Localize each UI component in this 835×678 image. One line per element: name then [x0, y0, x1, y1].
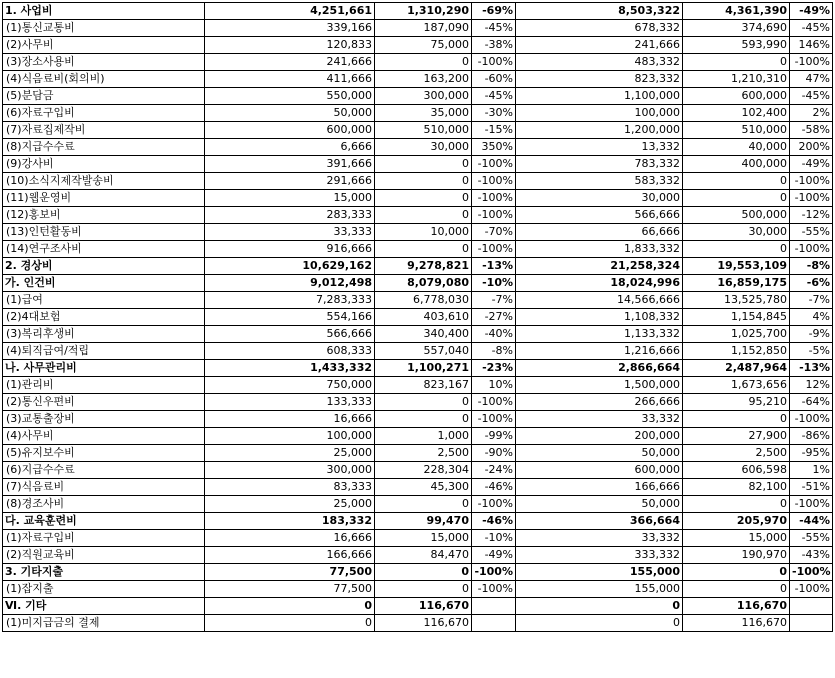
rate-cell: -27%	[472, 309, 516, 326]
rate-cell: -100%	[472, 156, 516, 173]
annual-actual-cell: 190,970	[683, 547, 790, 564]
table-row	[3, 547, 833, 564]
annual-rate-cell: -45%	[790, 20, 833, 37]
rate-cell: -30%	[472, 105, 516, 122]
table-row	[3, 207, 833, 224]
table-row	[3, 54, 833, 71]
annual-budget-cell: 8,503,322	[516, 3, 683, 20]
table-row	[3, 105, 833, 122]
annual-actual-cell: 116,670	[683, 598, 790, 615]
prev-budget-cell: 7,283,333	[205, 292, 375, 309]
annual-actual-cell: 374,690	[683, 20, 790, 37]
actual-cell: 510,000	[375, 122, 472, 139]
rate-cell: -45%	[472, 20, 516, 37]
actual-cell: 8,079,080	[375, 275, 472, 292]
annual-actual-cell: 19,553,109	[683, 258, 790, 275]
rate-cell: -100%	[472, 564, 516, 581]
annual-rate-cell: -100%	[790, 581, 833, 598]
actual-cell: 0	[375, 394, 472, 411]
actual-cell: 75,000	[375, 37, 472, 54]
prev-budget-cell: 283,333	[205, 207, 375, 224]
annual-actual-cell: 95,210	[683, 394, 790, 411]
annual-actual-cell: 593,990	[683, 37, 790, 54]
rate-cell: -69%	[472, 3, 516, 20]
annual-budget-cell: 21,258,324	[516, 258, 683, 275]
annual-budget-cell: 1,500,000	[516, 377, 683, 394]
annual-budget-cell: 50,000	[516, 496, 683, 513]
row-label: (4)식음료비(회의비)	[3, 71, 205, 88]
row-label: (2)4대보험	[3, 309, 205, 326]
actual-cell: 0	[375, 54, 472, 71]
annual-rate-cell: -12%	[790, 207, 833, 224]
annual-actual-cell: 15,000	[683, 530, 790, 547]
actual-cell: 10,000	[375, 224, 472, 241]
rate-cell: -100%	[472, 190, 516, 207]
annual-budget-cell: 483,332	[516, 54, 683, 71]
annual-rate-cell: -100%	[790, 190, 833, 207]
prev-budget-cell: 16,666	[205, 411, 375, 428]
annual-budget-cell: 1,108,332	[516, 309, 683, 326]
annual-budget-cell: 13,332	[516, 139, 683, 156]
annual-actual-cell: 0	[683, 190, 790, 207]
annual-rate-cell: 200%	[790, 139, 833, 156]
rate-cell: -60%	[472, 71, 516, 88]
annual-actual-cell: 2,500	[683, 445, 790, 462]
annual-budget-cell: 600,000	[516, 462, 683, 479]
table-row	[3, 615, 833, 632]
annual-rate-cell: -8%	[790, 258, 833, 275]
annual-rate-cell: -51%	[790, 479, 833, 496]
actual-cell: 0	[375, 581, 472, 598]
table-row-category	[3, 513, 833, 530]
annual-actual-cell: 510,000	[683, 122, 790, 139]
row-label: (3)교통출장비	[3, 411, 205, 428]
rate-cell: -100%	[472, 496, 516, 513]
annual-actual-cell: 0	[683, 173, 790, 190]
annual-actual-cell: 1,673,656	[683, 377, 790, 394]
annual-rate-cell: -7%	[790, 292, 833, 309]
annual-budget-cell: 266,666	[516, 394, 683, 411]
annual-budget-cell: 200,000	[516, 428, 683, 445]
prev-budget-cell: 241,666	[205, 54, 375, 71]
annual-actual-cell: 102,400	[683, 105, 790, 122]
row-label: (5)분담금	[3, 88, 205, 105]
rate-cell: -15%	[472, 122, 516, 139]
annual-actual-cell: 1,152,850	[683, 343, 790, 360]
table-row	[3, 581, 833, 598]
table-row	[3, 122, 833, 139]
row-label: (4)사무비	[3, 428, 205, 445]
table-row	[3, 309, 833, 326]
row-label: 나. 사무관리비	[3, 360, 205, 377]
table-row	[3, 343, 833, 360]
annual-budget-cell: 823,332	[516, 71, 683, 88]
annual-budget-cell: 155,000	[516, 564, 683, 581]
table-row	[3, 37, 833, 54]
prev-budget-cell: 133,333	[205, 394, 375, 411]
prev-budget-cell: 566,666	[205, 326, 375, 343]
table-row	[3, 173, 833, 190]
rate-cell: -40%	[472, 326, 516, 343]
rate-cell: -90%	[472, 445, 516, 462]
annual-actual-cell: 16,859,175	[683, 275, 790, 292]
prev-budget-cell: 6,666	[205, 139, 375, 156]
prev-budget-cell: 608,333	[205, 343, 375, 360]
actual-cell: 0	[375, 190, 472, 207]
annual-budget-cell: 1,833,332	[516, 241, 683, 258]
rate-cell: -10%	[472, 275, 516, 292]
actual-cell: 30,000	[375, 139, 472, 156]
table-row	[3, 88, 833, 105]
actual-cell: 557,040	[375, 343, 472, 360]
row-label: (8)경조사비	[3, 496, 205, 513]
annual-budget-cell: 50,000	[516, 445, 683, 462]
annual-budget-cell: 33,332	[516, 530, 683, 547]
annual-rate-cell: -9%	[790, 326, 833, 343]
annual-rate-cell: 146%	[790, 37, 833, 54]
table-row-category	[3, 3, 833, 20]
annual-budget-cell: 566,666	[516, 207, 683, 224]
prev-budget-cell: 916,666	[205, 241, 375, 258]
annual-rate-cell: -86%	[790, 428, 833, 445]
table-row-category	[3, 360, 833, 377]
row-label: (2)통신우편비	[3, 394, 205, 411]
rate-cell: -23%	[472, 360, 516, 377]
annual-budget-cell: 166,666	[516, 479, 683, 496]
row-label: 2. 경상비	[3, 258, 205, 275]
actual-cell: 0	[375, 156, 472, 173]
annual-actual-cell: 1,210,310	[683, 71, 790, 88]
rate-cell: -100%	[472, 394, 516, 411]
rate-cell: -13%	[472, 258, 516, 275]
table-row	[3, 445, 833, 462]
prev-budget-cell: 50,000	[205, 105, 375, 122]
annual-budget-cell: 366,664	[516, 513, 683, 530]
annual-rate-cell: 2%	[790, 105, 833, 122]
annual-budget-cell: 1,216,666	[516, 343, 683, 360]
table-row	[3, 394, 833, 411]
annual-actual-cell: 0	[683, 564, 790, 581]
prev-budget-cell: 77,500	[205, 564, 375, 581]
annual-budget-cell: 0	[516, 598, 683, 615]
table-row	[3, 530, 833, 547]
table-row	[3, 326, 833, 343]
rate-cell: -7%	[472, 292, 516, 309]
rate-cell: -8%	[472, 343, 516, 360]
prev-budget-cell: 554,166	[205, 309, 375, 326]
annual-actual-cell: 27,900	[683, 428, 790, 445]
actual-cell: 116,670	[375, 615, 472, 632]
table-row	[3, 224, 833, 241]
table-row	[3, 496, 833, 513]
row-label: (7)자료집제작비	[3, 122, 205, 139]
prev-budget-cell: 0	[205, 615, 375, 632]
annual-actual-cell: 116,670	[683, 615, 790, 632]
prev-budget-cell: 750,000	[205, 377, 375, 394]
annual-actual-cell: 0	[683, 54, 790, 71]
prev-budget-cell: 600,000	[205, 122, 375, 139]
table-row	[3, 462, 833, 479]
annual-rate-cell: 4%	[790, 309, 833, 326]
annual-budget-cell: 30,000	[516, 190, 683, 207]
annual-rate-cell: -95%	[790, 445, 833, 462]
table-row	[3, 479, 833, 496]
annual-actual-cell: 30,000	[683, 224, 790, 241]
table-row	[3, 241, 833, 258]
rate-cell: -100%	[472, 207, 516, 224]
prev-budget-cell: 25,000	[205, 496, 375, 513]
annual-budget-cell: 241,666	[516, 37, 683, 54]
rate-cell: -100%	[472, 581, 516, 598]
annual-rate-cell: 47%	[790, 71, 833, 88]
table-row	[3, 71, 833, 88]
annual-budget-cell: 14,566,666	[516, 292, 683, 309]
table-row	[3, 156, 833, 173]
annual-actual-cell: 82,100	[683, 479, 790, 496]
annual-budget-cell: 33,332	[516, 411, 683, 428]
row-label: (1)미지급금의 결제	[3, 615, 205, 632]
row-label: (8)지급수수료	[3, 139, 205, 156]
annual-budget-cell: 678,332	[516, 20, 683, 37]
annual-rate-cell: -55%	[790, 224, 833, 241]
annual-budget-cell: 66,666	[516, 224, 683, 241]
prev-budget-cell: 15,000	[205, 190, 375, 207]
actual-cell: 15,000	[375, 530, 472, 547]
rate-cell: -99%	[472, 428, 516, 445]
prev-budget-cell: 120,833	[205, 37, 375, 54]
actual-cell: 228,304	[375, 462, 472, 479]
rate-cell: -100%	[472, 411, 516, 428]
annual-actual-cell: 600,000	[683, 88, 790, 105]
actual-cell: 1,100,271	[375, 360, 472, 377]
rate-cell: -38%	[472, 37, 516, 54]
rate-cell: -46%	[472, 513, 516, 530]
rate-cell: -100%	[472, 241, 516, 258]
row-label: (3)장소사용비	[3, 54, 205, 71]
row-label: 다. 교육훈련비	[3, 513, 205, 530]
annual-rate-cell: -100%	[790, 564, 833, 581]
rate-cell: -49%	[472, 547, 516, 564]
prev-budget-cell: 77,500	[205, 581, 375, 598]
row-label: (1)급여	[3, 292, 205, 309]
rate-cell: 350%	[472, 139, 516, 156]
table-row-category	[3, 258, 833, 275]
table-row-category	[3, 275, 833, 292]
table-row-category	[3, 598, 833, 615]
row-label: (4)퇴직급여/적립	[3, 343, 205, 360]
prev-budget-cell: 166,666	[205, 547, 375, 564]
row-label: (3)복리후생비	[3, 326, 205, 343]
table-row	[3, 139, 833, 156]
table-row	[3, 292, 833, 309]
row-label: (14)연구조사비	[3, 241, 205, 258]
rate-cell: -70%	[472, 224, 516, 241]
annual-rate-cell: 1%	[790, 462, 833, 479]
annual-rate-cell: -49%	[790, 3, 833, 20]
prev-budget-cell: 83,333	[205, 479, 375, 496]
row-label: (2)사무비	[3, 37, 205, 54]
annual-rate-cell: -49%	[790, 156, 833, 173]
row-label: (12)홍보비	[3, 207, 205, 224]
table-row	[3, 190, 833, 207]
table-row	[3, 411, 833, 428]
actual-cell: 0	[375, 496, 472, 513]
row-label: (7)식음료비	[3, 479, 205, 496]
annual-budget-cell: 583,332	[516, 173, 683, 190]
actual-cell: 0	[375, 207, 472, 224]
annual-rate-cell: -100%	[790, 241, 833, 258]
row-label: (6)지급수수료	[3, 462, 205, 479]
prev-budget-cell: 25,000	[205, 445, 375, 462]
annual-actual-cell: 1,154,845	[683, 309, 790, 326]
actual-cell: 116,670	[375, 598, 472, 615]
actual-cell: 187,090	[375, 20, 472, 37]
prev-budget-cell: 339,166	[205, 20, 375, 37]
row-label: Ⅵ. 기타	[3, 598, 205, 615]
prev-budget-cell: 550,000	[205, 88, 375, 105]
prev-budget-cell: 391,666	[205, 156, 375, 173]
annual-budget-cell: 1,133,332	[516, 326, 683, 343]
row-label: (2)직원교육비	[3, 547, 205, 564]
actual-cell: 163,200	[375, 71, 472, 88]
annual-budget-cell: 18,024,996	[516, 275, 683, 292]
annual-rate-cell: -6%	[790, 275, 833, 292]
annual-rate-cell: -5%	[790, 343, 833, 360]
annual-budget-cell: 1,200,000	[516, 122, 683, 139]
annual-rate-cell	[790, 615, 833, 632]
prev-budget-cell: 4,251,661	[205, 3, 375, 20]
row-label: (6)자료구입비	[3, 105, 205, 122]
annual-budget-cell: 155,000	[516, 581, 683, 598]
actual-cell: 2,500	[375, 445, 472, 462]
prev-budget-cell: 1,433,332	[205, 360, 375, 377]
annual-actual-cell: 0	[683, 496, 790, 513]
budget-table-body	[3, 3, 833, 632]
annual-actual-cell: 205,970	[683, 513, 790, 530]
annual-rate-cell: -45%	[790, 88, 833, 105]
budget-table	[2, 2, 833, 632]
actual-cell: 99,470	[375, 513, 472, 530]
actual-cell: 340,400	[375, 326, 472, 343]
rate-cell: -45%	[472, 88, 516, 105]
annual-rate-cell: -44%	[790, 513, 833, 530]
annual-actual-cell: 606,598	[683, 462, 790, 479]
annual-rate-cell: -58%	[790, 122, 833, 139]
row-label: (5)유지보수비	[3, 445, 205, 462]
rate-cell	[472, 615, 516, 632]
annual-rate-cell	[790, 598, 833, 615]
annual-actual-cell: 0	[683, 581, 790, 598]
annual-rate-cell: -55%	[790, 530, 833, 547]
row-label: 3. 기타지출	[3, 564, 205, 581]
row-label: (1)잡지출	[3, 581, 205, 598]
actual-cell: 84,470	[375, 547, 472, 564]
actual-cell: 45,300	[375, 479, 472, 496]
table-row	[3, 20, 833, 37]
annual-actual-cell: 500,000	[683, 207, 790, 224]
annual-actual-cell: 40,000	[683, 139, 790, 156]
rate-cell: -10%	[472, 530, 516, 547]
prev-budget-cell: 0	[205, 598, 375, 615]
annual-actual-cell: 2,487,964	[683, 360, 790, 377]
annual-budget-cell: 1,100,000	[516, 88, 683, 105]
row-label: 가. 인건비	[3, 275, 205, 292]
row-label: (10)소식지제작발송비	[3, 173, 205, 190]
annual-actual-cell: 1,025,700	[683, 326, 790, 343]
actual-cell: 9,278,821	[375, 258, 472, 275]
actual-cell: 403,610	[375, 309, 472, 326]
annual-actual-cell: 0	[683, 411, 790, 428]
row-label: (11)웹운영비	[3, 190, 205, 207]
actual-cell: 823,167	[375, 377, 472, 394]
actual-cell: 6,778,030	[375, 292, 472, 309]
annual-rate-cell: -100%	[790, 496, 833, 513]
table-row	[3, 428, 833, 445]
actual-cell: 0	[375, 564, 472, 581]
actual-cell: 0	[375, 241, 472, 258]
prev-budget-cell: 183,332	[205, 513, 375, 530]
prev-budget-cell: 16,666	[205, 530, 375, 547]
prev-budget-cell: 100,000	[205, 428, 375, 445]
annual-actual-cell: 400,000	[683, 156, 790, 173]
annual-rate-cell: -100%	[790, 173, 833, 190]
row-label: (1)통신교통비	[3, 20, 205, 37]
annual-rate-cell: -100%	[790, 54, 833, 71]
annual-budget-cell: 783,332	[516, 156, 683, 173]
annual-rate-cell: -43%	[790, 547, 833, 564]
row-label: (1)자료구입비	[3, 530, 205, 547]
annual-rate-cell: -13%	[790, 360, 833, 377]
actual-cell: 1,310,290	[375, 3, 472, 20]
rate-cell: -100%	[472, 54, 516, 71]
annual-budget-cell: 2,866,664	[516, 360, 683, 377]
actual-cell: 1,000	[375, 428, 472, 445]
annual-actual-cell: 13,525,780	[683, 292, 790, 309]
rate-cell: -24%	[472, 462, 516, 479]
actual-cell: 35,000	[375, 105, 472, 122]
table-row-category	[3, 564, 833, 581]
row-label: 1. 사업비	[3, 3, 205, 20]
annual-rate-cell: -64%	[790, 394, 833, 411]
prev-budget-cell: 300,000	[205, 462, 375, 479]
prev-budget-cell: 10,629,162	[205, 258, 375, 275]
row-label: (13)인턴활동비	[3, 224, 205, 241]
actual-cell: 0	[375, 411, 472, 428]
actual-cell: 0	[375, 173, 472, 190]
annual-rate-cell: 12%	[790, 377, 833, 394]
rate-cell: 10%	[472, 377, 516, 394]
prev-budget-cell: 9,012,498	[205, 275, 375, 292]
table-row	[3, 377, 833, 394]
annual-budget-cell: 333,332	[516, 547, 683, 564]
rate-cell: -100%	[472, 173, 516, 190]
rate-cell	[472, 598, 516, 615]
row-label: (1)관리비	[3, 377, 205, 394]
prev-budget-cell: 33,333	[205, 224, 375, 241]
prev-budget-cell: 411,666	[205, 71, 375, 88]
actual-cell: 300,000	[375, 88, 472, 105]
annual-actual-cell: 0	[683, 241, 790, 258]
annual-actual-cell: 4,361,390	[683, 3, 790, 20]
annual-rate-cell: -100%	[790, 411, 833, 428]
prev-budget-cell: 291,666	[205, 173, 375, 190]
annual-budget-cell: 0	[516, 615, 683, 632]
rate-cell: -46%	[472, 479, 516, 496]
annual-budget-cell: 100,000	[516, 105, 683, 122]
row-label: (9)강사비	[3, 156, 205, 173]
